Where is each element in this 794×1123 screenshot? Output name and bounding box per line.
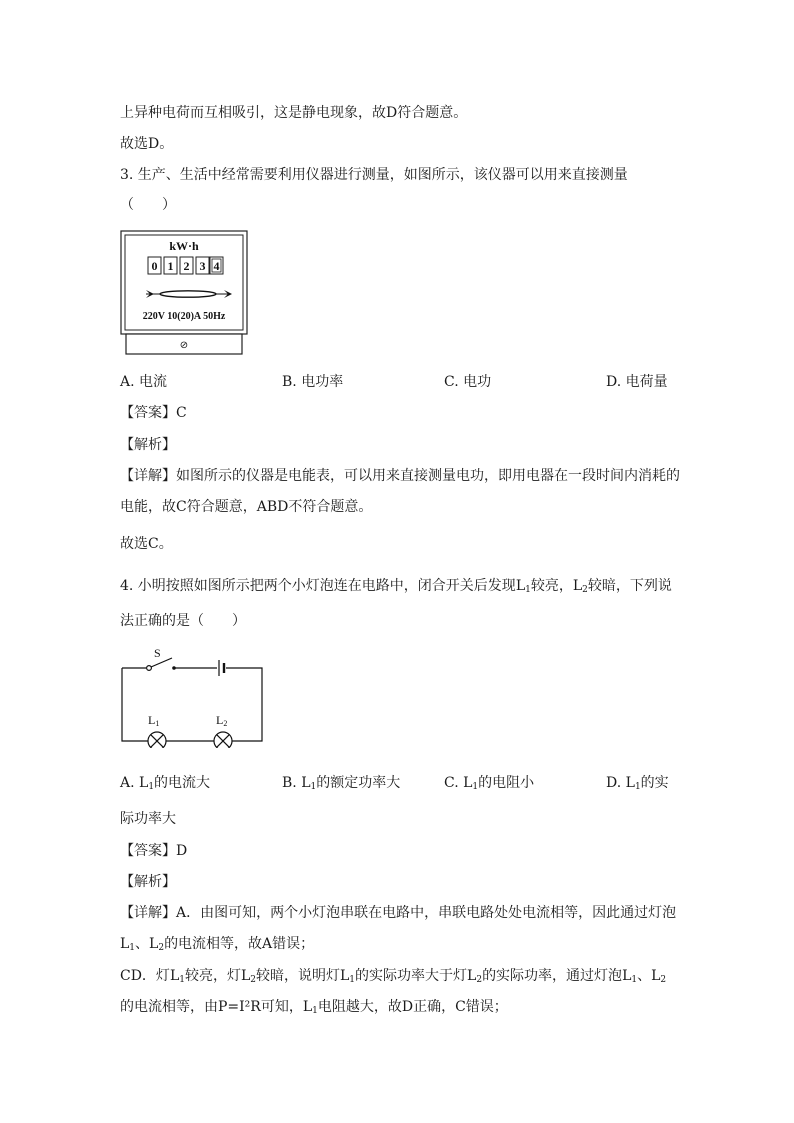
q3-detail-line2: 电能，故C符合题意，ABD不符合题意。 [120,499,373,515]
q2-explanation-line: 上异种电荷而互相吸引，这是静电现象，故D符合题意。 [120,105,468,121]
battery-icon [219,660,224,676]
option-label: B. [282,775,302,791]
lamp-l1-icon [148,732,166,748]
q3-conclusion: 故选C。 [120,536,173,552]
q3-option-a[interactable] [120,372,167,392]
series-circuit-figure [118,644,266,748]
q4-option-d[interactable]: D. $L_1$的实 [606,775,669,792]
q3-analysis-tag: 【解析】 [120,437,176,453]
option-label: A. [120,775,140,791]
meter-unit: kW·h [169,239,199,253]
meter-rating: 220V 10(20)A 50Hz [142,311,226,322]
switch-icon [147,658,176,670]
option-text: 电功 [463,374,492,390]
q3-option-c[interactable] [444,372,491,392]
option-label: D. [606,775,626,791]
q3-stem: 3. 生产、生活中经常需要利用仪器进行测量，如图所示，该仪器可以用来直接测量 [120,167,628,183]
q4-stem: 4. 小明按照如图所示把两个小灯泡连在电路中，闭合开关后发现$L_1$较亮，$L_2$较暗，下列说 [120,578,672,595]
option-text: 的电流大 [154,775,211,791]
meter-digit-4: 4 [213,259,220,273]
q4-detail-cd-line2: 的电流相等，由P=I²R可知，$L_1$电阻越大，故D正确，C错误； [120,999,508,1016]
q4-detail-cd-line1: CD．灯$L_1$较亮，灯$L_2$较暗，说明灯$L_1$的实际功率大于灯$L_2$的实际功率，通过灯泡$L_1$、$L_2$ [120,968,667,985]
answer-value: D [176,843,188,859]
option-label: C. [444,775,464,791]
option-text: 的实 [640,775,669,791]
q2-conclusion: 故选D。 [120,136,174,152]
detail-text: A．由图可知，两个小灯泡串联在电路中，串联电路处处电流相等，因此通过灯泡 [176,905,677,921]
q4-analysis-tag: 【解析】 [120,874,176,890]
q3-option-b[interactable] [282,372,343,392]
switch-label: S [154,646,161,660]
detail-tag: 【详解】 [120,905,176,921]
formula: P=I²R [218,999,261,1015]
option-text: 的电阻小 [478,775,535,791]
q3-answer [120,403,187,423]
q3-stem-blank: （ ） [120,197,176,213]
lamp-l2-icon [214,732,232,748]
option-label: A. [120,374,140,390]
meter-digit-1: 1 [167,259,174,273]
option-text: 电荷量 [625,374,668,390]
lamp-l2-label: L2 [216,713,228,728]
option-text: 的额定功率大 [316,775,401,791]
meter-digit-0: 0 [151,259,158,273]
circuit-wires [122,668,262,741]
detail-tag: 【详解】 [120,468,176,484]
detail-text: 如图所示的仪器是电能表，可以用来直接测量电功，即用电器在一段时间内消耗的 [176,468,680,484]
q4-option-c[interactable]: C. $L_1$的电阻小 [444,775,535,792]
q4-stem-line2: 法正确的是（ ） [120,613,246,629]
q3-detail-line1 [120,466,680,486]
option-label: B. [282,374,302,390]
option-label: D. [606,374,626,390]
meter-digit-2: 2 [183,259,190,273]
answer-tag: 【答案】 [120,405,176,421]
option-label: C. [444,374,464,390]
option-text: 电流 [139,374,168,390]
q4-option-a[interactable]: A. $L_1$的电流大 [120,775,211,792]
meter-terminal-icon: ⊘ [179,340,189,351]
q4-detail-a-line2: $L_1$、$L_2$的电流相等，故A错误； [120,936,315,953]
meter-digit-3: 3 [199,259,206,273]
q3-option-d[interactable] [606,372,668,392]
answer-tag: 【答案】 [120,843,176,859]
electric-meter-figure [120,230,248,356]
q4-answer [120,841,187,861]
q4-detail-a-line1 [120,903,676,923]
q4-option-b[interactable]: B. $L_1$的额定功率大 [282,775,401,792]
q4-option-d-continued: 际功率大 [120,811,176,827]
lamp-l1-label: L1 [148,713,160,728]
answer-value: C [176,405,187,421]
option-text: 电功率 [301,374,344,390]
